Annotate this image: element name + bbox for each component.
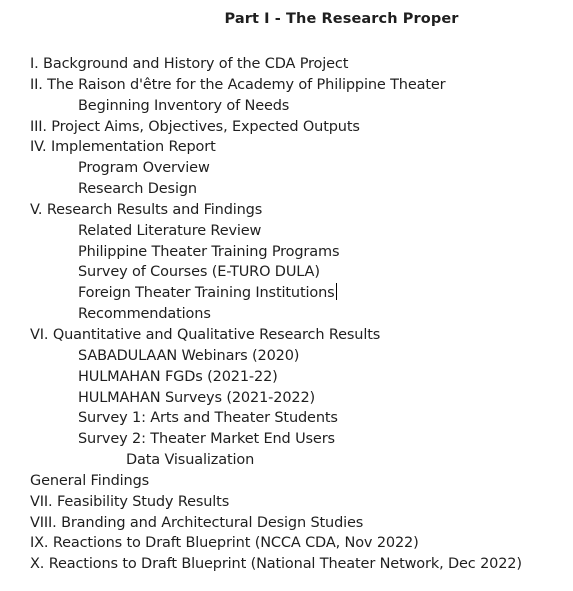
toc-line (30, 117, 573, 138)
toc-line-text: V. Research Results and Findings (30, 201, 263, 218)
page-title: Part I - The Research Proper (224, 11, 459, 27)
toc-line (30, 450, 573, 471)
toc-line-text: Survey 1: Arts and Theater Students (78, 410, 338, 427)
toc-line-text: HULMAHAN Surveys (2021-2022) (78, 389, 316, 406)
toc-line-text: SABADULAAN Webinars (2020) (78, 347, 300, 364)
toc-line (30, 513, 573, 534)
toc-line (30, 346, 573, 367)
toc-line-text: Survey of Courses (E-TURO DULA) (78, 264, 320, 281)
toc-line-text: II. The Raison d'être for the Academy of Philippine Theater (30, 76, 446, 93)
toc-line (30, 179, 573, 200)
toc-line-text: Philippine Theater Training Programs (78, 243, 340, 260)
toc-line (30, 408, 573, 429)
toc-line-text: HULMAHAN FGDs (2021-22) (78, 368, 278, 385)
toc-line (30, 75, 573, 96)
toc-line (30, 429, 573, 450)
toc-line-text: IX. Reactions to Draft Blueprint (NCCA CDA, Nov 2022) (30, 535, 419, 552)
toc-line-text: Recommendations (78, 306, 211, 323)
toc-line (30, 221, 573, 242)
toc-line (30, 304, 573, 325)
toc-line (30, 242, 573, 263)
toc-line (30, 137, 573, 158)
toc-line-text: IV. Implementation Report (30, 139, 216, 156)
toc-line (30, 262, 573, 283)
table-of-contents (30, 54, 573, 575)
toc-line-text: VII. Feasibility Study Results (30, 493, 230, 510)
toc-line-text: Related Literature Review (78, 222, 262, 239)
toc-line (30, 554, 573, 575)
toc-line (30, 492, 573, 513)
toc-line-text: III. Project Aims, Objectives, Expected Outputs (30, 118, 360, 135)
toc-line-text: X. Reactions to Draft Blueprint (National Theater Network, Dec 2022) (30, 556, 522, 573)
toc-line (30, 367, 573, 388)
toc-line (30, 96, 573, 117)
toc-line-text: Survey 2: Theater Market End Users (78, 431, 335, 448)
toc-line (30, 283, 573, 304)
toc-line-text: Data Visualization (126, 452, 255, 469)
toc-line (30, 200, 573, 221)
toc-line-text: VIII. Branding and Architectural Design Studies (30, 514, 364, 531)
toc-line-text: Beginning Inventory of Needs (78, 97, 290, 114)
toc-line (30, 325, 573, 346)
toc-line (30, 388, 573, 409)
toc-line-text: VI. Quantitative and Qualitative Research Results (30, 326, 381, 343)
toc-line (30, 471, 573, 492)
toc-line-text: General Findings (30, 472, 150, 489)
toc-line-text: Research Design (78, 181, 197, 198)
toc-line-text: Program Overview (78, 160, 210, 177)
toc-line-text: Foreign Theater Training Institutions (78, 285, 335, 302)
text-cursor (336, 283, 337, 300)
toc-line (30, 533, 573, 554)
toc-line-text: I. Background and History of the CDA Project (30, 56, 349, 72)
toc-line (30, 158, 573, 179)
toc-line (30, 54, 573, 75)
